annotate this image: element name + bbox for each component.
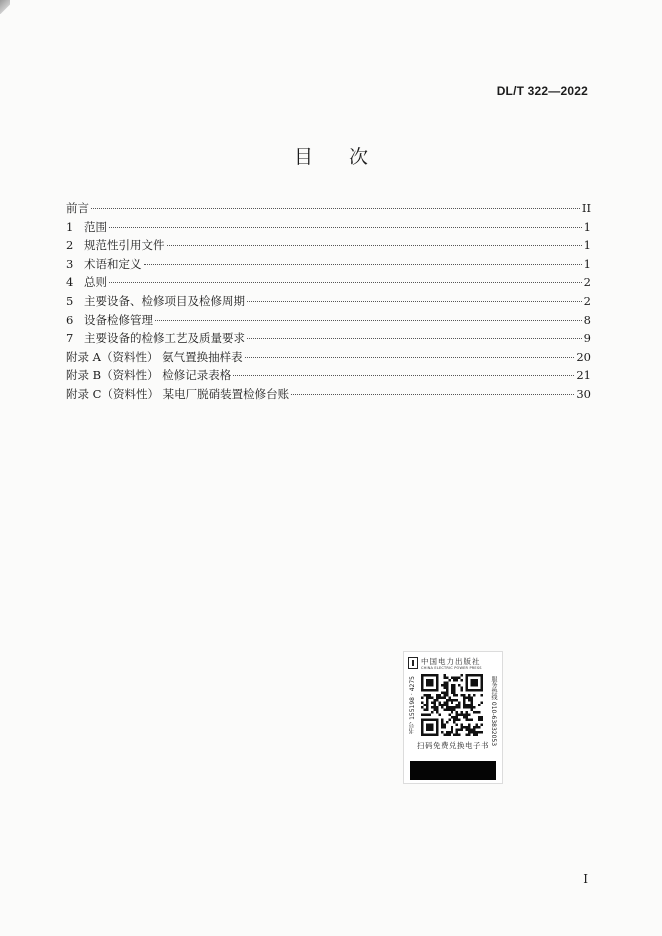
toc-entry-page: 30	[576, 386, 591, 401]
toc-entry-page: 2	[583, 293, 591, 308]
toc-dot-leader	[247, 338, 582, 339]
toc-entry[interactable]	[66, 329, 591, 348]
toc-dot-leader	[109, 227, 582, 228]
toc-entry-label: 主要设备、检修项目及检修周期	[84, 293, 245, 308]
toc-entry[interactable]	[66, 255, 591, 274]
toc-entry-label: 范围	[84, 219, 107, 234]
toc-entry-number: 2	[66, 238, 74, 253]
toc-entry-page: 1	[583, 238, 591, 253]
page-number: I	[583, 872, 588, 886]
publisher-name: 中国电力出版社	[421, 657, 481, 666]
toc-entry-page: 1	[583, 219, 591, 234]
standard-code: DL/T 322—2022	[496, 84, 588, 98]
toc-entry-page: 8	[583, 312, 591, 327]
toc-entry-label: 附录 A（资料性） 氨气置换抽样表	[66, 349, 243, 364]
toc-dot-leader	[144, 264, 582, 265]
toc-entry-page: 1	[583, 256, 591, 271]
publisher-logo-icon	[408, 657, 418, 669]
toc-dot-leader	[245, 357, 575, 358]
scan-instruction: 扫码免费兑换电子书	[417, 741, 489, 750]
toc-entry-number: 6	[66, 312, 74, 327]
ebook-sticker	[403, 651, 503, 784]
hotline-vertical-text: 服务热线 010-63832053	[490, 676, 497, 747]
toc-entry[interactable]	[66, 348, 591, 367]
toc-dot-leader	[247, 301, 582, 302]
toc-entry-label: 前言	[66, 201, 89, 215]
toc-entry-number: 4	[66, 275, 74, 290]
toc-dot-leader	[233, 375, 574, 376]
toc-entry[interactable]	[66, 199, 591, 218]
page-title: 目次	[293, 146, 404, 168]
toc-entry[interactable]	[66, 236, 591, 255]
toc-entry[interactable]	[66, 366, 591, 385]
toc-entry-number: 5	[66, 293, 74, 308]
publisher-name-en: CHINA ELECTRIC POWER PRESS	[421, 666, 482, 670]
toc-dot-leader	[155, 320, 582, 321]
toc-entry[interactable]	[66, 292, 591, 311]
toc-entry-page: 20	[576, 349, 591, 364]
page-corner-edge	[0, 0, 10, 14]
toc-entry[interactable]	[66, 273, 591, 292]
table-of-contents	[66, 199, 591, 404]
toc-entry-label: 总则	[84, 275, 107, 290]
toc-entry-label: 术语和定义	[84, 256, 142, 271]
isbn-vertical-text: 书号 155198 · 4275	[409, 676, 416, 734]
toc-entry-label: 附录 B（资料性） 检修记录表格	[66, 368, 232, 383]
qr-code-icon[interactable]	[421, 674, 483, 736]
toc-entry-number: 1	[66, 219, 74, 234]
toc-entry[interactable]	[66, 311, 591, 330]
toc-entry-page: II	[581, 201, 591, 215]
toc-entry-number: 3	[66, 256, 74, 271]
toc-dot-leader	[109, 282, 582, 283]
toc-dot-leader	[91, 208, 580, 209]
toc-dot-leader	[291, 394, 574, 395]
toc-entry-label: 主要设备的检修工艺及质量要求	[84, 331, 245, 346]
toc-entry-label: 附录 C（资料性） 某电厂脱硝装置检修台账	[66, 386, 290, 401]
toc-dot-leader	[167, 245, 582, 246]
toc-entry[interactable]	[66, 385, 591, 404]
toc-entry-page: 9	[583, 331, 591, 346]
toc-entry[interactable]	[66, 218, 591, 237]
toc-entry-page: 21	[576, 368, 591, 383]
toc-entry-label: 设备检修管理	[84, 312, 153, 327]
toc-entry-number: 7	[66, 331, 74, 346]
publisher-header	[408, 656, 498, 672]
toc-entry-page: 2	[583, 275, 591, 290]
toc-entry-label: 规范性引用文件	[84, 238, 165, 253]
redacted-code-block	[410, 761, 496, 780]
